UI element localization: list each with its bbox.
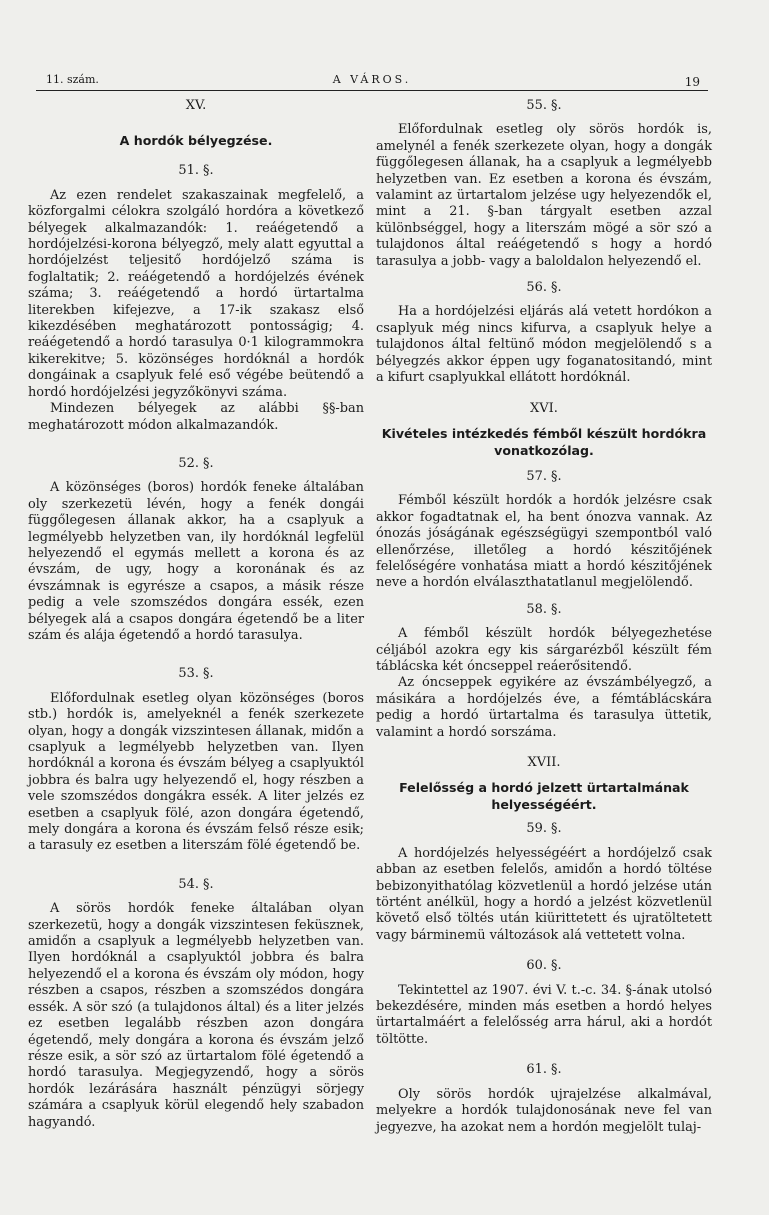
- chapter-title: A hordók bélyegzése.: [119, 133, 273, 149]
- chapter-heading: XVII.: [527, 755, 561, 770]
- journal-title: A VÁROS.: [332, 73, 412, 86]
- paragraph: Fémből készült hordók a hordók jelzésre csak akkor fogadtatnak el, ha bent ónozva vannak. Az ónozás jóságának egészségügyi szempontból való ellenőrzése, illetőleg a hordó készitőjének felelőségére vonhatása miatt a hordó készitőjének neve a hordón elválaszthatatlanul megjelölendő.: [376, 493, 712, 591]
- section-number: 60. §.: [526, 958, 562, 974]
- section-number: 55. §.: [526, 98, 562, 113]
- section-number: 52. §.: [178, 455, 214, 471]
- section-number: 51. §.: [178, 163, 214, 179]
- section-number: 58. §.: [526, 601, 562, 617]
- paragraph: A sörös hordók feneke általában olyan szerkezetü, hogy a dongák vizszintesen feküsznek, amidőn a csaplyuk a legmélyebb helyzetben van. Ilyen hordóknál a csaplyuktól jobbra és balra helyezendő el a korona és évszám oly módon, hogy részben a csapos, részben a szomszédos dongára essék. A sör szó (a tulajdonos által) és a liter jelzés ez esetben legalább részben azon dongára égetendő, mely dongára a korona és évszám jelző része esik, a sör szó az ürtartalom fölé égetendő a hordó tarasulya. Megjegyzendő, hogy a sörös hordók lezárására használt pénzügyi sörjegy számára a csaplyuk körül elegendő hely szabadon hagyandó.: [28, 901, 364, 1130]
- section-number: 53. §.: [178, 666, 214, 682]
- running-header: [36, 70, 708, 91]
- section-number: 56. §.: [526, 280, 562, 296]
- paragraph: Előfordulnak esetleg oly sörös hordók is, amelynél a fenék szerkezete olyan, hogy a dongák függőlegesen állanak, ha a csaplyuk a legmélyebb helyzetben van. Ez esetben a korona és évszám, valamint az ürtartalom jelzése ugy helyezendők el, mint a 21. §-ban tárgyalt esetben azzal különbséggel, hogy a literszám mögé a sör szó a tulajdonos által reáégetendő s hogy a hordó tarasulya a jobb- vagy a baloldalon helyezendő el.: [376, 122, 712, 269]
- paragraph: Ha a hordójelzési eljárás alá vetett hordókon a csaplyuk még nincs kifurva, a csaplyuk helye a tulajdonos által feltünő módon megjelölendő s a bélyegzés akkor éppen ugy foganatositandó, mint a kifurt csaplyukkal ellátott hordóknál.: [376, 304, 712, 386]
- paragraph: Tekintettel az 1907. évi V. t.-c. 34. §-ának utolsó bekezdésére, minden más esetben a hordó helyes ürtartalmáért a felelősség arra hárul, aki a hordót töltötte.: [376, 982, 712, 1047]
- section-number: 61. §.: [526, 1062, 562, 1078]
- chapter-title: Kivételes intézkedés fémből készült hordókra vonatkozólag.: [381, 425, 707, 458]
- paragraph: A hordójelzés helyességéért a hordójelző csak abban az esetben felelős, amidőn a hordó töltése bebizonyithatólag közvetlenül a hordó jelzése után történt anélkül, hogy a hordó a jelzést közvetlenül követő első töltés után kiürittetett és ujratöltetett vagy bárminemü változások alá vettetett volna.: [376, 845, 712, 943]
- section-number: 59. §.: [526, 821, 562, 837]
- page-number: 19: [684, 75, 700, 89]
- paragraph: Mindezen bélyegek az alábbi §§-ban meghatározott módon alkalmazandók.: [28, 401, 364, 433]
- paragraph: Előfordulnak esetleg olyan közönséges (boros stb.) hordók is, amelyeknél a fenék szerkezete olyan, hogy a dongák vizszintesen állanak, midőn a csaplyuk a legmélyebb helyzetben van. Ilyen hordóknál a korona és évszám bélyeg a csaplyuktól jobbra és balra ugy helyezendő el, hogy részben a vele szomszédos dongákra essék. A liter jelzés ez esetben a csaplyuk fölé, azon dongára égetendő, mely dongára a korona és évszám felső része esik; a tarasuly ez esetben a literszám fölé égetendő be.: [28, 690, 364, 854]
- paragraph: A közönséges (boros) hordók feneke általában oly szerkezetü lévén, hogy a fenék dongái függőlegesen állanak akkor, ha a csaplyuk a legmélyebb helyzetben van, ily hordóknál legfelül helyezendő el egymás mellett a korona és az évszám, de ugy, hogy a koronának és az évszámnak is egyrésze a csapos, a másik része pedig a vele szomszédos dongára essék, ezen bélyegek alá a csapos dongára égetendő be a liter szám és alája égetendő a hordó tarasulya.: [28, 480, 364, 643]
- paragraph: Az ezen rendelet szakaszainak megfelelő, a közforgalmi célokra szolgáló hordóra a következő bélyegek alkalmazandók: 1. reáégetendő a hordójelzési-korona bélyegző, mely alatt egyuttal a hordójelzést teljesitő hordójelző száma is foglaltatik; 2. reáégetendő a hordójelzés évének száma; 3. reáégetendő a hordó ürtartalma literekben kifejezve, a 17-ik szakasz első kikezdésében meghatározott pontosságig; 4. reáégetendő a hordó tarasulya 0·1 kilogrammokra kikerekitve; 5. közönséges hordóknál a hordók dongáinak a csaplyuk felé eső végébe beütendő a hordó hordójelzési jegyzőkönyvi száma.: [28, 187, 364, 400]
- left-column: [28, 98, 364, 1131]
- chapter-heading: XVI.: [530, 400, 558, 416]
- chapter-title: Felelősség a hordó jelzett ürtartalmának helyességéért.: [399, 780, 689, 813]
- section-number: 54. §.: [178, 876, 214, 892]
- paragraph: Oly sörös hordók ujrajelzése alkalmával, melyekre a hordók tulajdonosának neve fel van jegyezve, ha azokat nem a hordón megjelölt tulaj-: [376, 1086, 712, 1135]
- section-number: 57. §.: [526, 468, 562, 484]
- paragraph: Az óncseppek egyikére az évszámbélyegző, a másikára a hordójelzés éve, a fémtáblácskára pedig a hordó ürtartalma és tarasulya üttetik, valamint a hordó sorszáma.: [376, 675, 712, 740]
- chapter-heading: XV.: [185, 98, 207, 113]
- paragraph: A fémből készült hordók bélyegezhetése céljából azokra egy kis sárgarézből készült fém táblácska két óncseppel reáerősitendő.: [376, 626, 712, 674]
- right-column: [376, 98, 712, 1136]
- issue-number: 11. szám.: [46, 73, 99, 86]
